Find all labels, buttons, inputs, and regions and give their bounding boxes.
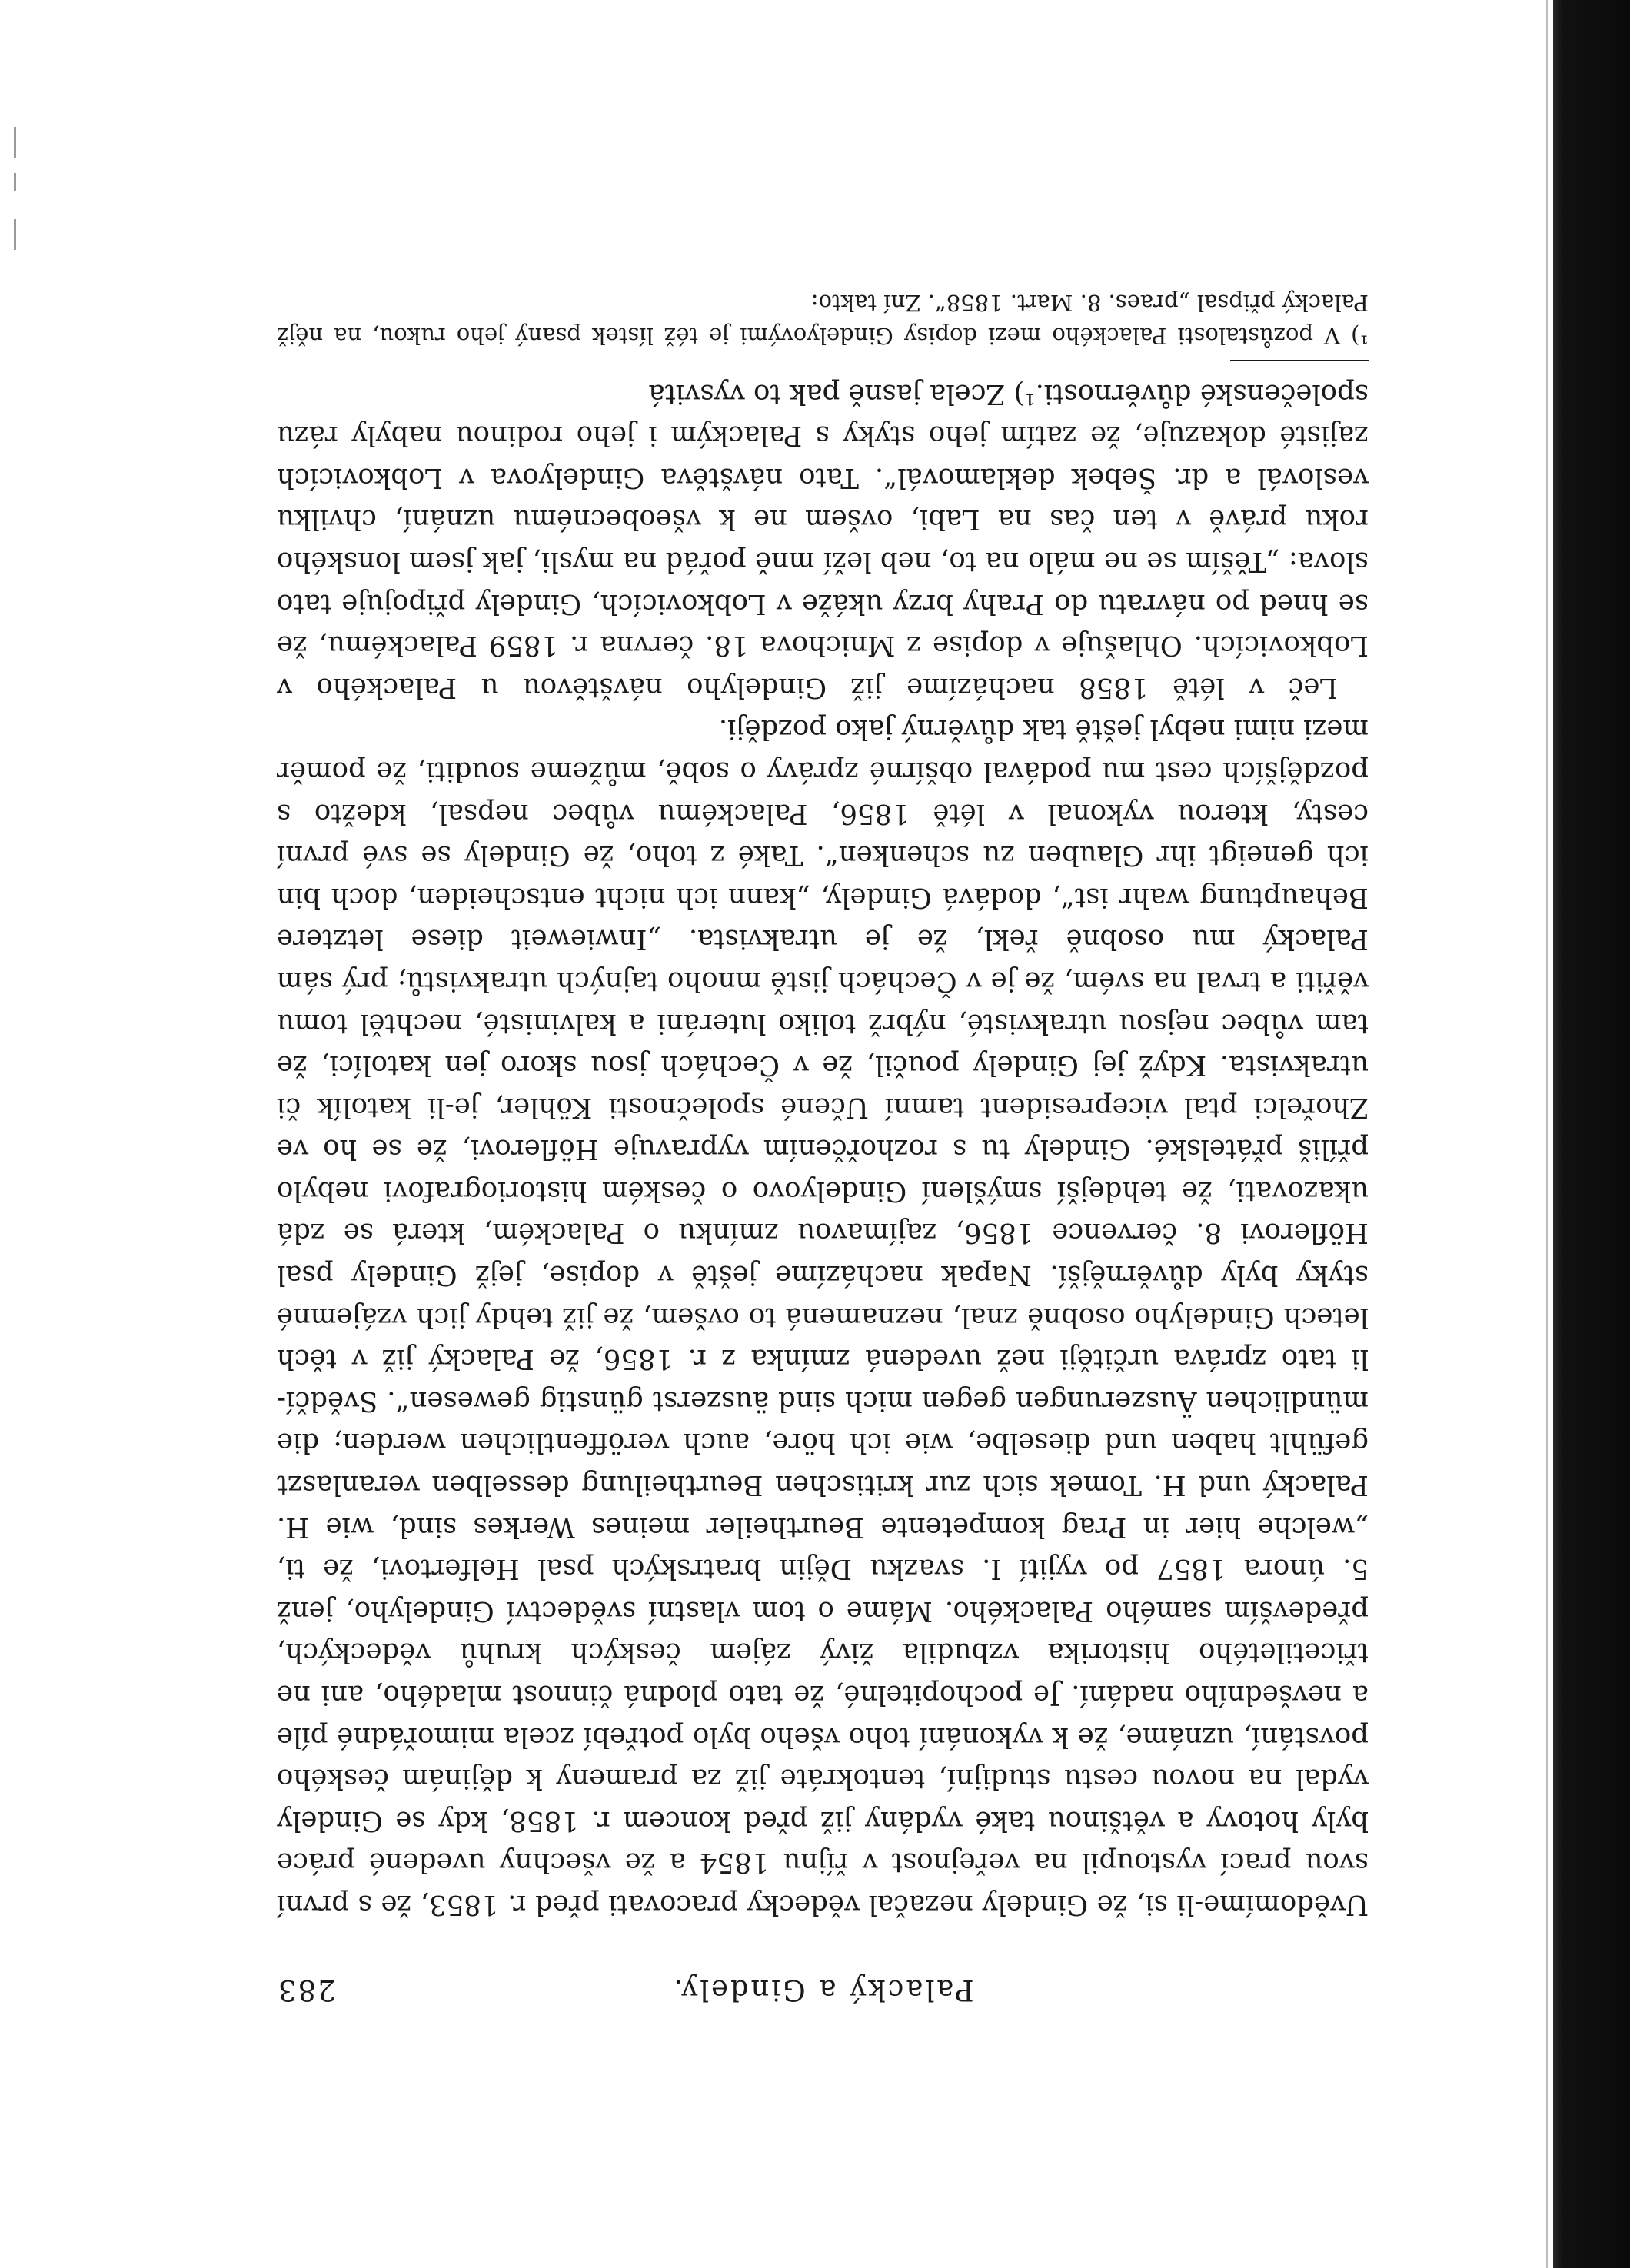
page-number: 283 — [277, 1974, 336, 2007]
book-page — [277, 246, 1369, 2007]
running-title: Palacký a Gindely. — [671, 1974, 974, 2007]
body-text — [277, 372, 1369, 1925]
margin-speck — [14, 173, 16, 191]
paragraph-2: Leč v létě 1858 nacházíme již Gindelyho návštěvou u Palackého v Lobkovicích. Ohlašuje v dopise z Mnichova 18. června r. 1859 Palackému, že se hned po návratu do Prahy brzy ukáže v Lobkovicích, Gindely připojuje tato slova: „Těším se ne málo na to, neb leží mně pořád na mysli, jak jsem lonského roku právě v ten čas na Labi, ovšem ne k všeobecnému uznání, chvilku veslovál a dr. Šebek deklamovál“. Tato návštěva Gindelyova v Lobkovicích zajisté dokazuje, že zatím jeho styky s Palackým i jeho rodinou nabyly rázu společenské důvěrnosti.¹) Zcela jasně pak to vysvitá — [277, 377, 1369, 703]
footnote: ¹) V pozůstalosti Palackého mezi dopisy Gindelyovými je též lístek psaný jeho rukou, na nějž Palacký připsal „praes. 8. Mart. 1858“. Zní takto: — [277, 290, 1369, 350]
page-edge-line — [1546, 0, 1548, 2268]
paragraph-1: Uvědomíme-li si, že Gindely nezačal vědecky pracovati před r. 1853, že s první svou prací vystoupil na veřejnost v říjnu 1854 a že všechny uvedené práce byly hotovy a většinou také vydány již před koncem r. 1858, kdy se Gindely vydal na novou cestu studijní, tentokráte již za prameny k dějinám českého povstání, uznáme, že k vykonání toho všeho bylo potřebí zcela mimořádné píle a nevšedního nadání. Je pochopitelné, že tato plodná činnost mladého, ani ne třicetiletého historika vzbudila živý zájem českých kruhů vědeckých, především samého Palackého. Máme o tom vlastní svědectví Gindelyho, jenž 5. února 1857 po vyjití I. svazku Dějin bratrských psal Helfertovi, že ti, „welche hier in Prag kompetente Beurtheiler meines Werkes sind, wie H. Palacký und H. Tomek sich zur kritischen Beurtheilung desselben veranlaszt gefühlt haben und dieselbe, wie ich höre, auch veröffentlichen werden; die mündlichen Äuszerungen gegen mich sind äuszerst günstig gewesen“. Svědčí-li tato zpráva určitěji než uvedená zmínka z r. 1856, že Palacký již v těch letech Gindelyho osobně znal, neznamená to ovšem, že již tehdy jich vzájemné styky byly důvěrnější. Napak nacházíme ještě v dopise, jejž Gindely psal Höflerovi 8. července 1856, zajímavou zmínku o Palackém, která se zdá ukazovati, že tehdejší smýšlení Gindelyovo o českém historiografovi nebylo příliš přátelské. Gindely tu s rozhořčením vypravuje Höflerovi, že se ho ve Zhořelci ptal vicepresident tamní Učené společnosti Köhler, je-li katolík či utrakvista. Když jej Gindely poučil, že v Čechách jsou skoro jen katolíci, že tam vůbec nejsou utrakvisté, nýbrž toliko luteráni a kalvinisté, nechtěl tomu věřiti a trval na svém, že je v Čechách jistě mnoho tajných utrakvistů; prý sám Palacký mu osobně řekl, že je utrakvista. „Inwieweit diese letztere Behauptung wahr ist“, dodává Gindely, „kann ich nicht entscheiden, doch bin ich geneigt ihr Glauben zu schenken“. Také z toho, že Gindely se své první cesty, kterou vykonal v létě 1856, Palackému vůbec nepsal, kdežto s pozdějších cest mu podával obšírné zprávy o sobě, můžeme souditi, že poměr mezi nimi nebyl ještě tak důvěrný jako později. — [277, 713, 1369, 1920]
footnote-rule — [1230, 360, 1369, 361]
margin-speck — [14, 219, 16, 250]
scanner-edge — [1553, 0, 1630, 2268]
running-head — [277, 1945, 1369, 2007]
margin-speck — [14, 127, 16, 158]
